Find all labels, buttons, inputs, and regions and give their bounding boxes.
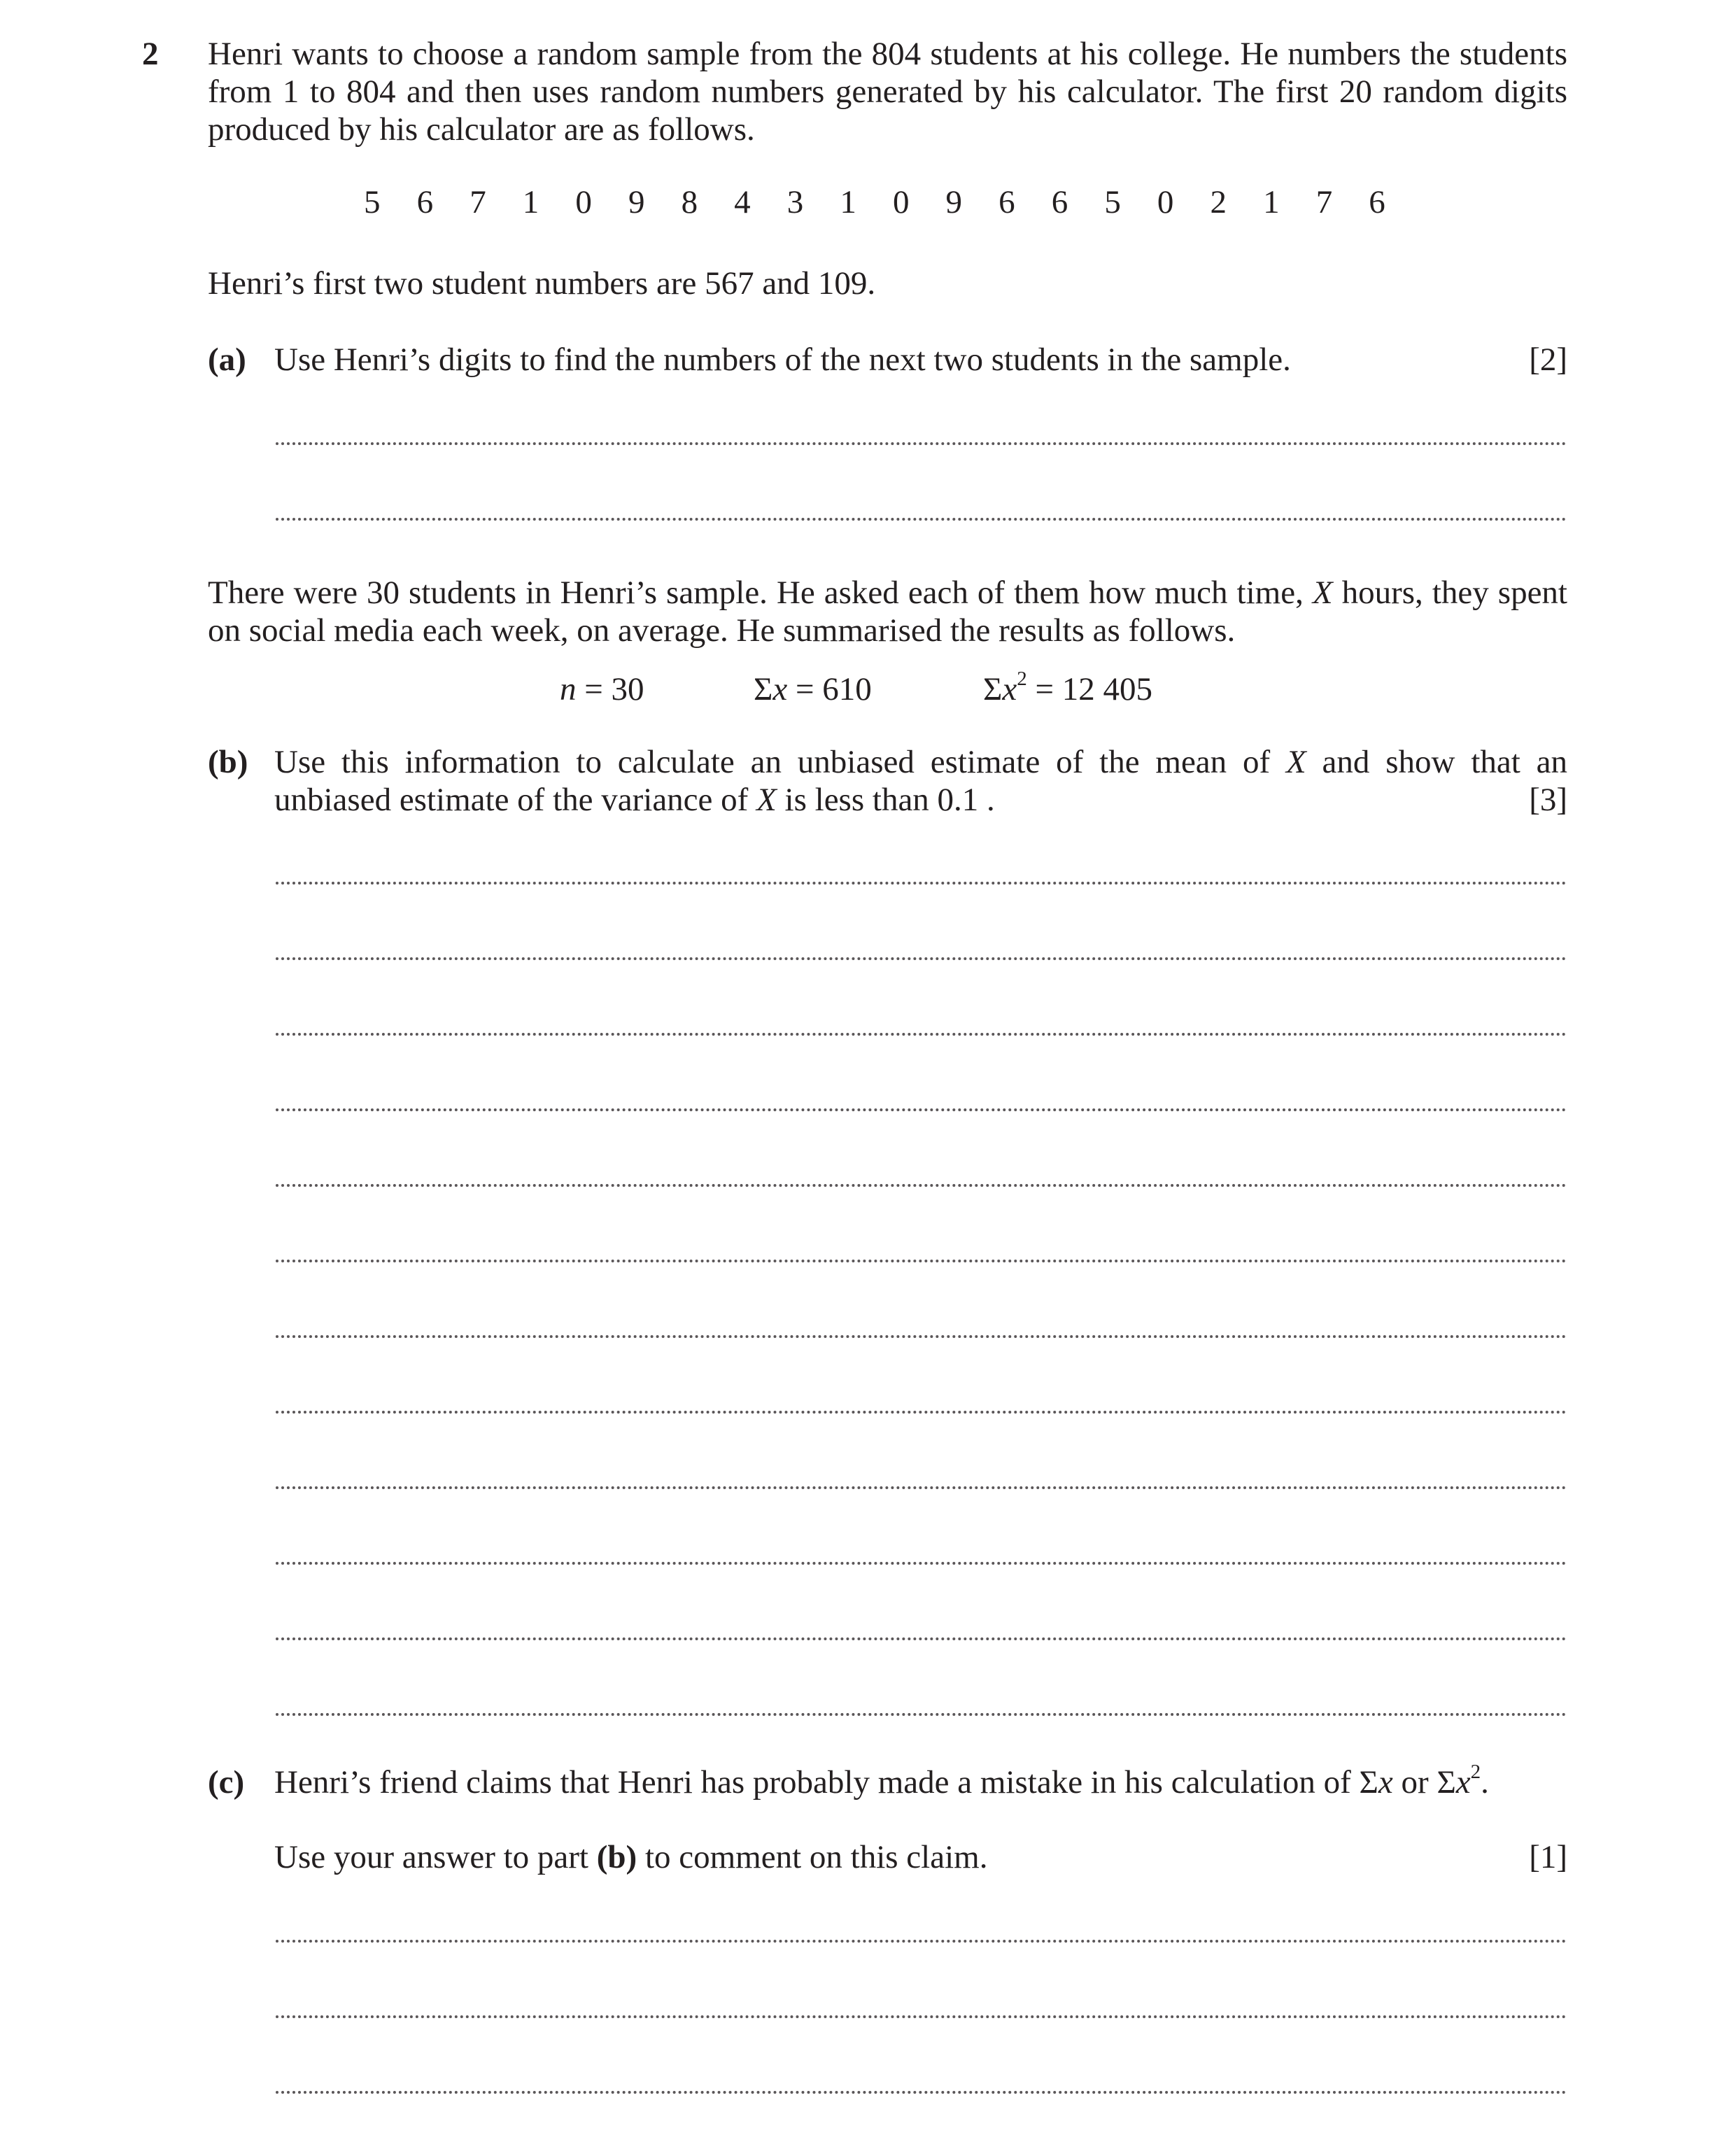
- stat-sum-x2: [983, 670, 1152, 708]
- answer-line-c2[interactable]: [276, 2015, 1567, 2018]
- stat-sum-x-sigma: Σ: [754, 671, 773, 707]
- random-digit: 6: [1051, 184, 1068, 220]
- part-b-text-1: Use this information to calculate an unbiased estimate of the mean of: [274, 744, 1286, 780]
- answer-line-c3[interactable]: [276, 2091, 1567, 2094]
- part-c-or: or: [1392, 1764, 1437, 1801]
- random-digit: 2: [1210, 184, 1227, 220]
- random-digit: 1: [522, 184, 539, 220]
- part-b-text-3: is less than 0.1 .: [776, 782, 995, 818]
- stat-sum-x2-value: = 12 405: [1026, 671, 1152, 707]
- sample-info-post: hours, they spent on social media each week, on average. He summarised the results as follows.: [208, 575, 1567, 649]
- stat-sum-x-symbol: x: [772, 671, 788, 707]
- answer-line-a1[interactable]: [276, 442, 1567, 445]
- part-c-end: .: [1481, 1764, 1489, 1801]
- answer-line-b7[interactable]: [276, 1335, 1567, 1338]
- stat-sum-x-value: = 610: [787, 671, 872, 707]
- part-b-label: (b): [208, 744, 248, 780]
- answer-line-b11[interactable]: [276, 1637, 1567, 1640]
- stat-sum-x2-sigma: Σ: [983, 671, 1003, 707]
- random-digit: 1: [1263, 184, 1280, 220]
- part-c-text-line1: [274, 1763, 1567, 1801]
- random-digit: 6: [416, 184, 434, 220]
- answer-line-b1[interactable]: [276, 882, 1567, 885]
- part-c-sigma-1: Σ: [1359, 1764, 1378, 1801]
- answer-line-b9[interactable]: [276, 1486, 1567, 1489]
- stat-sum-x2-symbol: x: [1002, 671, 1017, 707]
- random-digit: 0: [892, 184, 910, 220]
- part-b-marks: [3]: [1529, 782, 1567, 818]
- random-digit: 7: [470, 184, 486, 220]
- stat-sum-x2-exponent: 2: [1017, 668, 1027, 691]
- stat-n: [560, 670, 644, 708]
- answer-line-b5[interactable]: [276, 1184, 1567, 1187]
- answer-line-c1[interactable]: [276, 1940, 1567, 1943]
- random-digit: 5: [1104, 184, 1121, 220]
- answer-line-b6[interactable]: [276, 1260, 1567, 1262]
- part-c-text-line2: [274, 1838, 1567, 1876]
- part-c-text-2-pre: Use your answer to part: [274, 1839, 597, 1875]
- stat-n-symbol: n: [560, 671, 577, 707]
- random-digit: 9: [945, 184, 963, 220]
- random-digit: 7: [1315, 184, 1333, 220]
- answer-line-b12[interactable]: [276, 1713, 1567, 1716]
- random-digit: 1: [840, 184, 856, 220]
- part-c-x-2: x: [1455, 1764, 1471, 1801]
- question-intro: Henri wants to choose a random sample from the 804 students at his college. He numbers the students from 1 to 804 and then uses random numbers generated by his calculator. The first 20 random digits produced by his calculator are as follows.: [208, 36, 1567, 148]
- answer-line-a2[interactable]: [276, 518, 1567, 521]
- part-c-x-1: x: [1378, 1764, 1393, 1801]
- random-digit: 9: [628, 184, 645, 220]
- random-digit: 6: [1369, 184, 1385, 220]
- random-digits-row: [364, 183, 1385, 221]
- part-b-text-2: and show that an unbiased estimate of the variance of: [274, 744, 1567, 818]
- answer-line-b4[interactable]: [276, 1108, 1567, 1111]
- stat-n-value: = 30: [576, 671, 644, 707]
- part-c-text-1: Henri’s friend claims that Henri has probably made a mistake in his calculation of: [274, 1764, 1360, 1801]
- random-digit: 8: [681, 184, 698, 220]
- sample-info-var: X: [1312, 575, 1333, 611]
- part-b-text: [274, 743, 1567, 819]
- part-b-var-2: X: [756, 782, 777, 818]
- first-two-numbers: Henri’s first two student numbers are 567 and 109.: [208, 265, 876, 302]
- part-c-marks: [1]: [1529, 1839, 1567, 1875]
- sample-info: [208, 574, 1567, 649]
- part-c-text-2-post: to comment on this claim.: [637, 1839, 988, 1875]
- random-digit: 0: [1157, 184, 1174, 220]
- part-c-text-2-bold: (b): [596, 1839, 637, 1875]
- stat-sum-x: [754, 670, 872, 708]
- sample-info-pre: There were 30 students in Henri’s sample. He asked each of them how much time,: [208, 575, 1313, 611]
- random-digit: 3: [786, 184, 804, 220]
- random-digit: 4: [734, 184, 751, 220]
- random-digit: 0: [575, 184, 592, 220]
- answer-line-b10[interactable]: [276, 1562, 1567, 1565]
- question-number: 2: [142, 36, 159, 72]
- part-c-label: (c): [208, 1764, 245, 1801]
- part-c-exponent: 2: [1470, 1761, 1481, 1784]
- part-c-sigma-2: Σ: [1437, 1764, 1456, 1801]
- part-b-var-1: X: [1286, 744, 1306, 780]
- part-a-label: (a): [208, 341, 246, 378]
- answer-line-b2[interactable]: [276, 957, 1567, 960]
- answer-line-b8[interactable]: [276, 1411, 1567, 1414]
- random-digit: 5: [364, 184, 381, 220]
- random-digit: 6: [998, 184, 1015, 220]
- part-a-text: Use Henri’s digits to find the numbers of the next two students in the sample.: [274, 341, 1291, 378]
- answer-line-b3[interactable]: [276, 1033, 1567, 1036]
- part-a-marks: [2]: [1529, 341, 1567, 378]
